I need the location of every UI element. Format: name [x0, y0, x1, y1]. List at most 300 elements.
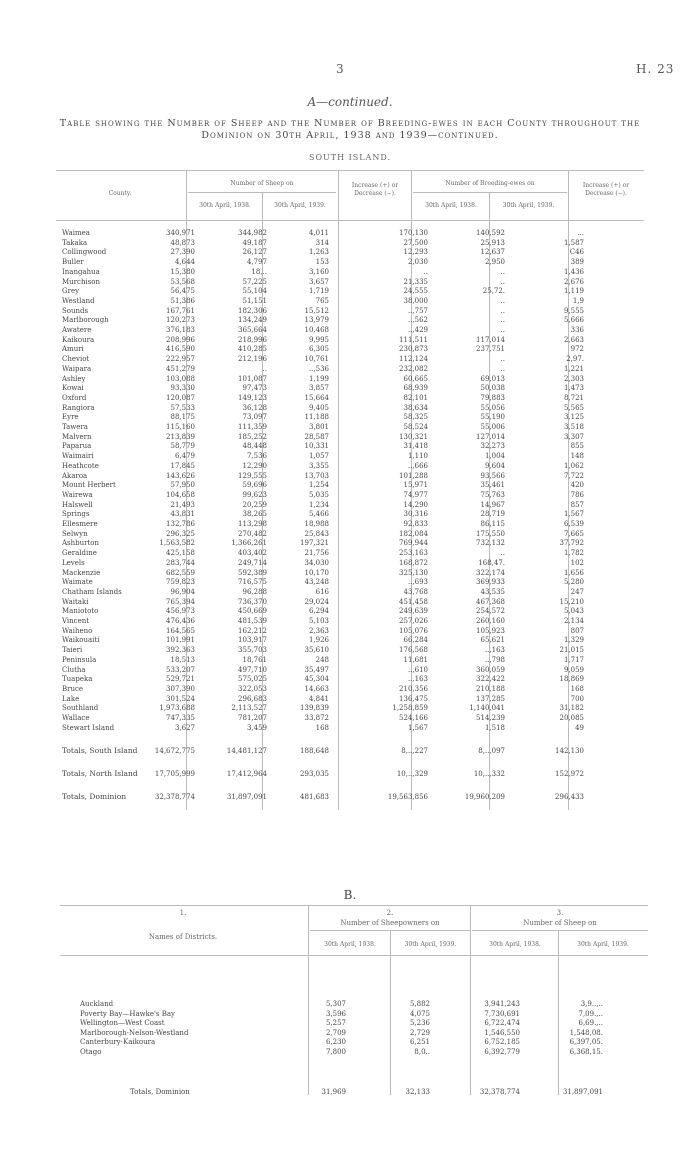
- sheep-change: 13,703: [304, 471, 329, 480]
- table-row: [56, 335, 644, 345]
- sheep-1938: 18,513: [170, 655, 195, 664]
- ewes-1938: 130,321: [399, 432, 428, 441]
- ewes-change: 1,717: [563, 655, 584, 664]
- table-row: [56, 538, 644, 548]
- table-row: [56, 500, 644, 510]
- sheep-1938: 17,845: [170, 461, 195, 470]
- table-row: [56, 577, 644, 587]
- sheep-change: 168: [315, 723, 329, 732]
- sheep-1939: 14,481,127: [226, 747, 267, 756]
- sheep-1938: 115,160: [166, 423, 195, 431]
- sheep-1939: 134,249: [238, 316, 267, 325]
- ewes-1939: 237,751: [476, 345, 505, 354]
- ewes-1939: 732,132: [476, 539, 505, 548]
- sheep-1939: 592,389: [238, 568, 267, 577]
- header-ewes-1938: 30th April, 1938.: [425, 202, 477, 209]
- ewes-1939: 69,013: [480, 374, 505, 383]
- owners-1939: 5,882: [409, 1000, 430, 1008]
- sheep-change: 5,103: [308, 617, 329, 625]
- sheep-1938: 88,175: [170, 413, 195, 422]
- table-row: [56, 383, 644, 393]
- sheep-1939: 17,412,964: [226, 770, 267, 779]
- sheep-1938: 96,904: [170, 587, 195, 596]
- sheep-1939: 4,797: [246, 258, 267, 267]
- table-row: [60, 1018, 648, 1028]
- ewes-1938: 21,335: [403, 277, 428, 286]
- ewes-1939: ..: [500, 316, 505, 325]
- ewes-1939: 360,059: [476, 665, 505, 674]
- table-row: [56, 723, 644, 733]
- sheep-1939: 7,536: [246, 452, 267, 461]
- table-row: [56, 403, 644, 413]
- ewes-1938: ..: [423, 267, 428, 276]
- table-row: [56, 364, 644, 374]
- county-name: Buller: [62, 258, 84, 267]
- ewes-1939: 75,763: [480, 490, 505, 499]
- header-b-districts: Names of Districts.: [148, 933, 218, 941]
- ewes-1938: 38,000: [403, 296, 428, 305]
- ewes-change: 5,280: [563, 578, 584, 587]
- county-name: Springs: [62, 510, 90, 519]
- ewes-change: 336: [570, 326, 584, 334]
- sheep-1939: 51,151: [242, 296, 267, 305]
- sheep-1939: 736,370: [238, 597, 267, 606]
- sheep-change: 293,035: [300, 770, 329, 779]
- sheep-1939: 2,113,527: [231, 704, 267, 713]
- ewes-1939: 28,719: [480, 510, 505, 519]
- sheep-1938: 759,823: [166, 578, 195, 587]
- table-row: [56, 509, 644, 519]
- sheep-change: 3,857: [308, 384, 329, 393]
- sheep-1939: 218,996: [238, 335, 267, 344]
- sheep-1939: 365,664: [238, 326, 267, 334]
- sheep-1939: 48,448: [242, 442, 267, 451]
- ewes-change: 3,307: [563, 432, 584, 441]
- ewes-1939: 175,550: [476, 529, 505, 538]
- sheep-change: 10,331: [304, 442, 329, 451]
- ewes-1938: 451,458: [399, 597, 428, 606]
- owners-1938: 5,307: [325, 1000, 346, 1008]
- ewes-1939: 55,056: [480, 403, 505, 412]
- owners-1939: 6,251: [409, 1038, 430, 1046]
- table-row: [56, 228, 644, 238]
- ewes-change: 7,665: [563, 529, 584, 538]
- table-row: [56, 277, 644, 287]
- ewes-1939: 137,285: [476, 694, 505, 703]
- ewes-1938: 111,511: [399, 335, 428, 344]
- sheep-change: 1,057: [308, 452, 329, 461]
- header-sheep-1939: 30th April, 1939.: [274, 202, 326, 209]
- owners-1939: 8,0..: [414, 1047, 430, 1056]
- sheep-change: 1,199: [308, 374, 329, 383]
- county-name: Lake: [62, 694, 80, 703]
- county-name: Waipara: [62, 364, 92, 373]
- sheep-change: 34,030: [304, 558, 329, 567]
- header-sheep-group: Number of Sheep on: [230, 180, 294, 187]
- ewes-change: 5,666: [563, 316, 584, 325]
- sheep-1939: 36,128: [242, 403, 267, 412]
- sheep-1939: 6,397,05.: [569, 1038, 603, 1046]
- ewes-change: 972: [570, 345, 584, 354]
- sheep-1939: 18,..: [251, 267, 267, 276]
- ewes-1939: 25,72.: [482, 287, 505, 296]
- sheep-change: 33,872: [304, 714, 329, 722]
- sheep-1939: 96,288: [242, 587, 267, 596]
- ewes-1939: 105,923: [476, 626, 505, 635]
- county-name: Taieri: [62, 646, 83, 655]
- table-row: [56, 548, 644, 558]
- sheep-1938: 101,991: [166, 636, 195, 645]
- sheep-1939: 49,187: [242, 238, 267, 247]
- ewes-1939: 127,014: [476, 432, 505, 441]
- ewes-1938: 1,110: [407, 452, 428, 461]
- sheep-1938: 104,658: [166, 490, 195, 499]
- ewes-change: 3,518: [563, 423, 584, 431]
- sheep-1939: 38,265: [242, 510, 267, 519]
- sheep-1939: 249,714: [238, 558, 267, 567]
- ewes-change: 5,043: [563, 607, 584, 616]
- header-b-owners-1939: 30th April, 1939.: [404, 941, 457, 948]
- sheep-change: 43,248: [304, 578, 329, 587]
- table-row: [56, 238, 644, 248]
- sheep-change: 18,988: [304, 520, 329, 528]
- sheep-1938: 57,950: [170, 481, 195, 490]
- county-name: Malvern: [62, 432, 92, 441]
- table-row: [56, 257, 644, 267]
- sheep-1938: 6,479: [174, 452, 195, 461]
- totals-row: [56, 792, 644, 802]
- sheep-1938: 1,973,688: [159, 704, 195, 713]
- sheep-change: 5,466: [308, 510, 329, 519]
- ewes-change: 37,792: [559, 539, 584, 548]
- county-name: Eyre: [62, 413, 79, 422]
- sheep-1938: 451,279: [166, 364, 195, 373]
- ewes-1938: ..,757: [407, 306, 428, 315]
- ewes-1939: ..,163: [484, 646, 505, 655]
- district-name: Auckland: [80, 1000, 114, 1008]
- table-title: Table showing the Number of Sheep and the Number of Breeding-ewes in each County throughout the Dominion on 30th April, 1938 and 1939—continued.: [59, 118, 641, 141]
- ewes-1938: 43,768: [403, 587, 428, 596]
- sheep-1938: 7,730,691: [484, 1009, 520, 1018]
- county-name: Selwyn: [62, 529, 88, 538]
- county-name: Kowai: [62, 384, 84, 393]
- county-name: Mount Herbert: [62, 481, 116, 490]
- ewes-1938: 82,101: [403, 393, 428, 402]
- ewes-1939: 12,637: [480, 248, 505, 257]
- ewes-1939: 32,273: [480, 442, 505, 451]
- ewes-1938: 66,284: [403, 636, 428, 645]
- sheep-change: 481,683: [300, 793, 329, 802]
- header-sheep-1938: 30th April, 1938.: [199, 202, 251, 209]
- sheep-change: 4,011: [308, 229, 329, 237]
- sheep-change: 14,663: [304, 684, 329, 693]
- page-reference: H. 23: [636, 62, 675, 76]
- sheep-1939: 111,359: [238, 423, 267, 431]
- sheep-1938: 21,493: [170, 500, 195, 509]
- section-b-heading: B.: [343, 888, 357, 902]
- header-b-owners: Number of Sheepowners on: [340, 919, 440, 927]
- sheep-1938: 17,705,999: [154, 770, 195, 779]
- sheep-1939: 6,69.,..: [578, 1019, 603, 1027]
- ewes-1938: ..,610: [407, 665, 428, 674]
- ewes-1938: 1,567: [407, 723, 428, 732]
- sheep-change: 3,160: [308, 267, 329, 276]
- county-name: Cheviot: [62, 355, 90, 364]
- ewes-1939: 1,004: [484, 452, 505, 461]
- sheep-change: 4,841: [308, 694, 329, 703]
- sheep-1938: 425,158: [166, 549, 195, 558]
- ewes-change: 296,433: [555, 793, 584, 802]
- ewes-change: 2,676: [563, 277, 584, 286]
- sheep-1938: 15,380: [170, 267, 195, 276]
- ewes-1939: 65,621: [480, 636, 505, 645]
- county-name: Kaikoura: [62, 335, 95, 344]
- county-name: Ashley: [62, 374, 86, 383]
- ewes-change: 2,97.: [566, 355, 584, 364]
- ewes-change: 7,722: [563, 471, 584, 480]
- county-name: Maniototo: [62, 607, 99, 616]
- table-row: [60, 999, 648, 1009]
- table-row: [60, 1009, 648, 1019]
- sheep-change: 21,756: [304, 549, 329, 558]
- sheep-1939: 149,123: [238, 393, 267, 402]
- ewes-1939: 168,47.: [478, 558, 505, 567]
- table-row: [56, 684, 644, 694]
- sheep-1939: 103,917: [238, 636, 267, 645]
- ewes-1938: 136,475: [399, 694, 428, 703]
- table-row: [56, 568, 644, 578]
- table-row: [56, 412, 644, 422]
- totals-label: Totals, North Island: [62, 769, 138, 779]
- sheep-1939: 212,196: [238, 355, 267, 364]
- owners-1939: 5,236: [409, 1019, 430, 1027]
- ewes-1938: ..,562: [407, 316, 428, 325]
- county-name: Waimea: [62, 229, 90, 237]
- sheep-change: 15,664: [304, 393, 329, 402]
- county-name: Marlborough: [62, 316, 109, 325]
- sheep-1938: 93,330: [170, 384, 195, 393]
- county-name: Wairewa: [62, 490, 93, 499]
- sheep-change: 1,719: [308, 287, 329, 296]
- ewes-1939: 514,239: [476, 714, 505, 722]
- ewes-1939: ..: [500, 306, 505, 315]
- ewes-change: 5,565: [563, 403, 584, 412]
- county-name: Peninsula: [62, 655, 97, 664]
- ewes-1938: 60,665: [403, 374, 428, 383]
- county-name: Murchison: [62, 277, 101, 286]
- totals-row: [60, 1087, 648, 1097]
- sheep-1938: 392,363: [166, 646, 195, 655]
- sheep-1939: 162,212: [238, 626, 267, 635]
- totals-label: Totals, Dominion: [62, 792, 127, 802]
- table-row: [56, 626, 644, 636]
- ewes-change: 807: [570, 626, 584, 635]
- sheep-change: 35,610: [304, 646, 329, 655]
- ewes-change: 6,539: [563, 520, 584, 528]
- ewes-1938: 257,026: [399, 617, 428, 625]
- sheep-change: 15,512: [304, 306, 329, 315]
- district-name: Wellington—West Coast: [80, 1019, 165, 1027]
- sheep-change: 1,926: [308, 636, 329, 645]
- sheep-1938: 376,183: [166, 326, 195, 334]
- ewes-group-rule: [413, 192, 567, 193]
- ewes-1939: 322,174: [476, 568, 505, 577]
- sheep-1938: 120,087: [166, 393, 195, 402]
- sheep-1939: 185,252: [238, 432, 267, 441]
- sheep-change: 28,587: [304, 432, 329, 441]
- ewes-1939: 2,950: [484, 258, 505, 267]
- table-row: [56, 325, 644, 335]
- ewes-change: 2,303: [563, 374, 584, 383]
- ewes-1938: 210,356: [399, 684, 428, 693]
- table-row: [56, 451, 644, 461]
- sheep-1938: 132,786: [166, 520, 195, 528]
- sheep-1938: 1,563,582: [159, 539, 195, 548]
- ewes-1938: 325,130: [399, 568, 428, 577]
- ewes-1939: 1,518: [484, 723, 505, 732]
- sheep-1939: 322,053: [238, 684, 267, 693]
- district-name: Poverty Bay—Hawke's Bay: [80, 1009, 176, 1018]
- ewes-change: 786: [570, 490, 584, 499]
- header-ewes-increase: Increase (+) or Decrease (−).: [582, 182, 630, 197]
- sheep-1938: 307,390: [166, 684, 195, 693]
- table-b-top-rule: [60, 905, 648, 906]
- ewes-1938: ..,693: [407, 578, 428, 587]
- sheep-1938: 6,722,474: [484, 1019, 520, 1027]
- owners-1938: 6,230: [325, 1038, 346, 1046]
- sheep-1939: 73,097: [242, 413, 267, 422]
- sheep-1939: 18,761: [242, 655, 267, 664]
- ewes-change: 1,119: [563, 287, 584, 296]
- ewes-1939: 369,933: [476, 578, 505, 587]
- sheep-1939: 129,555: [238, 471, 267, 480]
- owners-1938: 2,709: [325, 1028, 346, 1037]
- county-name: Levels: [62, 558, 85, 567]
- header-ewes-1939: 30th April, 1939.: [502, 202, 555, 209]
- header-b-col2-num: 2.: [386, 909, 394, 917]
- sheep-change: 139,839: [300, 704, 329, 713]
- ewes-change: 152,972: [555, 770, 584, 779]
- sheep-1939: 716,575: [238, 578, 267, 587]
- sheep-1939: 26,127: [242, 248, 267, 257]
- sheep-1938: 58,779: [170, 442, 195, 451]
- ewes-1939: 14,967: [480, 500, 505, 509]
- ewes-change: 1,473: [563, 384, 584, 393]
- county-name: Mackenzie: [62, 568, 101, 577]
- ewes-1938: 182,084: [399, 529, 428, 538]
- sheep-1938: 32,378,774: [154, 793, 195, 802]
- sheep-1939: 3,9..,..: [580, 1000, 603, 1008]
- ewes-1939: 55,190: [480, 413, 505, 422]
- ewes-1939: ..: [500, 267, 505, 276]
- sheep-1939: 12,290: [242, 461, 267, 470]
- county-name: Ellesmere: [62, 520, 98, 528]
- ewes-change: 168: [570, 684, 584, 693]
- ewes-1939: 1,140,041: [469, 704, 505, 713]
- sheep-1939: 344,982: [238, 229, 267, 237]
- ewes-1938: 19,563,856: [387, 793, 428, 802]
- sheep-change: 3,657: [308, 277, 329, 286]
- ewes-change: 855: [570, 442, 584, 451]
- table-row: [56, 441, 644, 451]
- county-name: Waimairi: [62, 452, 94, 461]
- table-row: [56, 558, 644, 568]
- ewes-1938: ..,429: [407, 326, 428, 334]
- ewes-1939: 322,422: [476, 675, 505, 684]
- ewes-change: 1,9: [572, 296, 584, 305]
- ewes-1939: 140,592: [476, 229, 505, 237]
- sheep-1938: 103,088: [166, 374, 195, 383]
- ewes-1938: 58,325: [403, 413, 428, 422]
- sheep-change: 11,188: [304, 413, 329, 422]
- sheep-1939: 57,225: [242, 277, 267, 286]
- table-row: [56, 296, 644, 306]
- sheep-1939: 1,366,261: [231, 539, 267, 548]
- sheep-1938: 14,672,775: [154, 747, 195, 756]
- sheep-1939: 481,539: [238, 617, 267, 625]
- ewes-1938: 14,290: [403, 500, 428, 509]
- sheep-change: 10,761: [304, 355, 329, 364]
- ewes-change: 1,567: [563, 510, 584, 519]
- ewes-1939: 10,..,332: [473, 770, 505, 779]
- sheep-change: 5,035: [308, 490, 329, 499]
- sheep-1938: 222,957: [166, 355, 195, 364]
- ewes-1939: 8,..,097: [478, 747, 505, 756]
- owners-1938: 5,257: [325, 1019, 346, 1027]
- sheep-1938: 32,378,774: [479, 1088, 520, 1096]
- sheep-1939: 6,368,15.: [569, 1047, 603, 1056]
- ewes-1938: 232,082: [399, 364, 428, 373]
- sheep-1939: 497,710: [238, 665, 267, 674]
- header-ewes-group: Number of Breeding-ewes on: [445, 180, 535, 187]
- county-name: Southland: [62, 704, 99, 713]
- sheep-1938: 3,941,243: [484, 1000, 520, 1008]
- totals-label: Totals, South Island: [62, 746, 138, 756]
- sheep-1939: 20,259: [242, 500, 267, 509]
- sheep-change: 1,254: [308, 481, 329, 490]
- sheep-change: 10,468: [304, 326, 329, 334]
- table-row: [56, 306, 644, 316]
- ewes-1938: 249,639: [399, 607, 428, 616]
- table-row: [56, 480, 644, 490]
- ewes-change: 1,782: [563, 549, 584, 558]
- table-row: [56, 344, 644, 354]
- section-continued-heading: A—continued.: [307, 95, 393, 109]
- sheep-1938: 456,973: [166, 607, 195, 616]
- ewes-change: 1,436: [563, 267, 584, 276]
- sheep-1938: 296,325: [166, 529, 195, 538]
- sheep-1939: 59,696: [242, 481, 267, 490]
- sheep-1939: 182,306: [238, 306, 267, 315]
- table-top-rule: [56, 170, 644, 171]
- district-name: Canterbury-Kaikoura: [80, 1038, 156, 1046]
- sheep-1938: 164,565: [166, 626, 195, 635]
- ewes-1939: 210,188: [476, 684, 505, 693]
- county-name: Heathcote: [62, 461, 99, 470]
- sheep-change: 2,363: [308, 626, 329, 635]
- sheep-1938: 3,627: [174, 723, 195, 732]
- ewes-1939: 55,006: [480, 423, 505, 431]
- county-name: Westland: [62, 296, 95, 305]
- sheep-1938: 213,839: [166, 432, 195, 441]
- table-row: [56, 713, 644, 723]
- table-row: [56, 374, 644, 384]
- ewes-1939: ..,798: [484, 655, 505, 664]
- table-row: [56, 665, 644, 675]
- ewes-1938: 2,030: [407, 258, 428, 267]
- sheep-1938: 53,568: [170, 277, 195, 286]
- sheep-1939: 450,669: [238, 607, 267, 616]
